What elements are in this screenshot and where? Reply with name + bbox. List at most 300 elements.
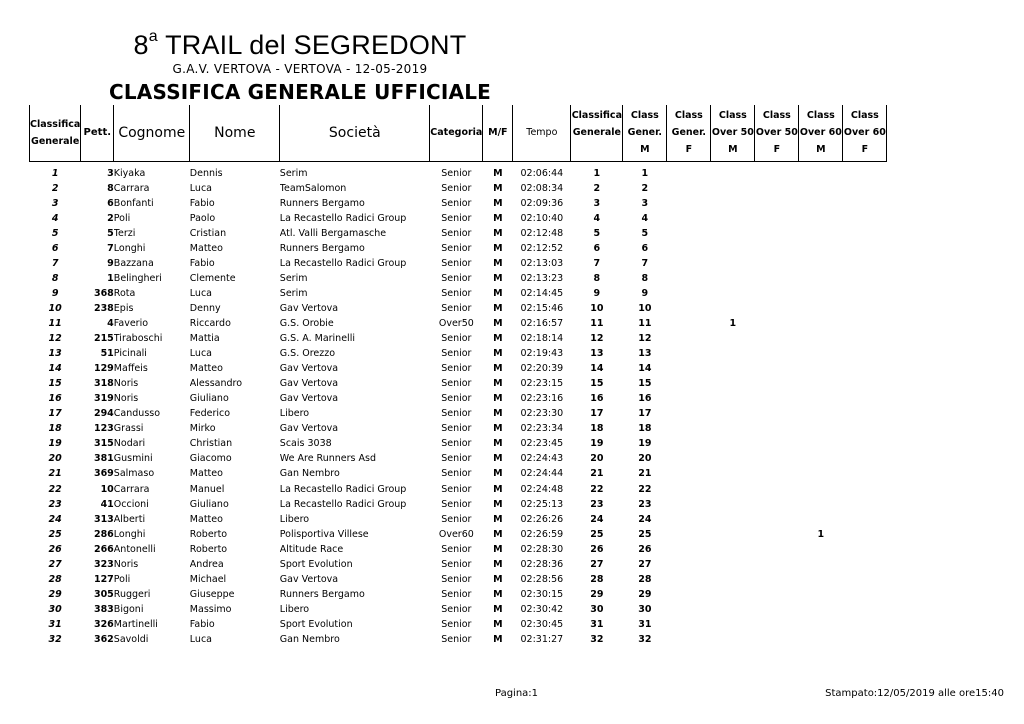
class-o50-m-cell [711, 271, 755, 286]
surname-cell: Poli [113, 212, 131, 224]
class-gen-f-cell [667, 331, 711, 346]
title-text: TRAIL del SEGREDONT [157, 30, 467, 60]
table-row [30, 542, 887, 557]
name-cell: Dennis [189, 167, 223, 179]
name-cell: Mirko [189, 423, 216, 435]
col-header-club: Società [280, 105, 430, 161]
sex-cell: M [493, 558, 503, 570]
class-gen-m-cell: 6 [641, 242, 649, 254]
surname-cell: Carrara [113, 483, 150, 495]
club-cell: Gav Vertova [279, 393, 339, 405]
class-gen-f-cell [667, 497, 711, 512]
class-gen-m-cell: 5 [641, 227, 649, 239]
class-o50-f-cell [755, 527, 799, 542]
table-row [30, 181, 887, 196]
bib-cell: 323 [93, 558, 114, 570]
category-cell: Senior [441, 272, 472, 284]
bib-cell: 381 [93, 453, 114, 465]
category-cell: Senior [441, 287, 472, 299]
table-row [30, 301, 887, 316]
class-o50-f-cell [755, 256, 799, 271]
table-row [30, 512, 887, 527]
class-o50-f-cell [755, 376, 799, 391]
class-o50-f-cell [755, 542, 799, 557]
sex-cell: M [493, 603, 503, 615]
class-o50-f-cell [755, 497, 799, 512]
col-header-time: Tempo [513, 105, 571, 161]
surname-cell: Poli [113, 573, 131, 585]
name-cell: Luca [189, 182, 212, 194]
surname-cell: Faverio [113, 317, 149, 329]
class-o50-m-cell [711, 241, 755, 256]
document-heading: CLASSIFICA GENERALE UFFICIALE [108, 80, 491, 104]
name-cell: Alessandro [189, 378, 243, 390]
class-o60-f-cell [843, 226, 887, 241]
class-gen-m-cell: 3 [641, 197, 649, 209]
bib-cell: 41 [100, 498, 114, 510]
time-cell: 02:19:43 [520, 348, 564, 360]
category-cell: Over50 [438, 317, 474, 329]
bib-cell: 5 [107, 227, 114, 239]
table-row [30, 557, 887, 572]
class-gen-m-cell: 23 [638, 498, 652, 510]
table-row [30, 632, 887, 647]
class-gen-m-cell: 9 [641, 287, 649, 299]
class-gen-m-cell: 22 [638, 483, 652, 495]
category-cell: Over60 [438, 528, 474, 540]
class-o50-f-cell [755, 286, 799, 301]
name-cell: Fabio [189, 618, 215, 630]
class-o50-m-cell [711, 256, 755, 271]
bib-cell: 326 [93, 618, 114, 630]
time-cell: 02:30:15 [520, 588, 564, 600]
class-gen-m-cell: 21 [638, 468, 652, 480]
time-cell: 02:30:42 [520, 603, 564, 615]
club-cell: Runners Bergamo [279, 242, 365, 254]
sex-cell: M [493, 483, 503, 495]
class-gen-m-cell: 31 [638, 618, 652, 630]
position-cell: 25 [48, 528, 62, 540]
position-cell: 18 [48, 423, 62, 435]
class-o60-f-cell [843, 527, 887, 542]
time-cell: 02:30:45 [520, 618, 564, 630]
surname-cell: Nodari [113, 438, 146, 450]
name-cell: Paolo [189, 212, 216, 224]
general-rank-cell: 12 [590, 333, 604, 345]
col-header-sex: M/F [483, 105, 513, 161]
general-rank-cell: 9 [593, 287, 601, 299]
class-o60-f-cell [843, 301, 887, 316]
class-o60-m-cell [799, 557, 843, 572]
class-gen-m-cell: 12 [638, 333, 652, 345]
club-cell: We Are Runners Asd [279, 453, 376, 465]
position-cell: 28 [48, 573, 62, 585]
name-cell: Manuel [189, 483, 225, 495]
time-cell: 02:14:45 [520, 287, 564, 299]
bib-cell: 313 [93, 513, 114, 525]
position-cell: 27 [48, 558, 62, 570]
class-o50-m-cell [711, 226, 755, 241]
class-gen-f-cell [667, 211, 711, 226]
name-cell: Giacomo [189, 453, 232, 465]
class-o50-f-cell [755, 406, 799, 421]
club-cell: Gav Vertova [279, 378, 339, 390]
club-cell: G.S. A. Marinelli [279, 333, 355, 345]
general-rank-cell: 22 [590, 483, 604, 495]
sex-cell: M [493, 333, 503, 345]
sex-cell: M [493, 588, 503, 600]
class-gen-f-cell [667, 406, 711, 421]
sex-cell: M [493, 618, 503, 630]
surname-cell: Noris [113, 558, 139, 570]
bib-cell: 383 [93, 603, 114, 615]
class-o50-m-cell [711, 466, 755, 481]
col-header-class-o60-m [799, 105, 843, 161]
class-o60-m-cell [799, 391, 843, 406]
table-row [30, 527, 887, 542]
bib-cell: 51 [100, 348, 114, 360]
class-o60-m-cell [799, 256, 843, 271]
col-header-line: Gener. [627, 127, 663, 139]
category-cell: Senior [441, 618, 472, 630]
position-cell: 3 [51, 197, 59, 209]
col-header-class-gen-f [667, 105, 711, 161]
class-o60-f-cell [843, 331, 887, 346]
name-cell: Riccardo [189, 317, 231, 329]
name-cell: Denny [189, 302, 221, 314]
class-o50-m-cell [711, 602, 755, 617]
time-cell: 02:13:03 [520, 257, 564, 269]
class-o60-m-cell [799, 451, 843, 466]
class-o50-f-cell [755, 421, 799, 436]
club-cell: Libero [279, 603, 310, 615]
general-rank-cell: 2 [593, 182, 601, 194]
position-cell: 10 [48, 302, 62, 314]
time-cell: 02:08:34 [520, 182, 564, 194]
position-cell: 29 [48, 588, 62, 600]
general-rank-cell: 26 [590, 543, 604, 555]
sex-cell: M [493, 513, 503, 525]
bib-cell: 127 [93, 573, 114, 585]
surname-cell: Bazzana [113, 257, 154, 269]
bib-cell: 123 [93, 423, 114, 435]
position-cell: 32 [48, 633, 62, 645]
bib-cell: 315 [93, 438, 114, 450]
surname-cell: Candusso [113, 408, 161, 420]
class-o60-f-cell [843, 286, 887, 301]
class-o50-m-cell [711, 376, 755, 391]
class-gen-f-cell [667, 572, 711, 587]
category-cell: Senior [441, 423, 472, 435]
table-row [30, 316, 887, 331]
sex-cell: M [493, 227, 503, 239]
class-o60-f-cell [843, 572, 887, 587]
surname-cell: Carrara [113, 182, 150, 194]
time-cell: 02:12:52 [520, 242, 564, 254]
surname-cell: Longhi [113, 242, 146, 254]
table-row [30, 211, 887, 226]
club-cell: Runners Bergamo [279, 588, 365, 600]
position-cell: 31 [48, 618, 62, 630]
class-o60-f-cell [843, 391, 887, 406]
general-rank-cell: 21 [590, 468, 604, 480]
col-header-line: M [728, 144, 738, 156]
club-cell: TeamSalomon [279, 182, 347, 194]
bib-cell: 7 [107, 242, 114, 254]
time-cell: 02:06:44 [520, 167, 564, 179]
class-gen-f-cell [667, 527, 711, 542]
class-o60-f-cell [843, 271, 887, 286]
club-cell: Libero [279, 513, 310, 525]
table-row [30, 602, 887, 617]
class-o50-f-cell [755, 181, 799, 196]
club-cell: G.S. Orobie [279, 317, 334, 329]
col-header-position [30, 105, 81, 161]
category-cell: Senior [441, 603, 472, 615]
category-cell: Senior [441, 378, 472, 390]
class-gen-m-cell: 10 [638, 302, 652, 314]
class-gen-m-cell: 1 [641, 167, 649, 179]
class-o50-f-cell [755, 346, 799, 361]
club-cell: La Recastello Radici Group [279, 483, 407, 495]
class-gen-f-cell [667, 421, 711, 436]
table-row [30, 376, 887, 391]
category-cell: Senior [441, 633, 472, 645]
sex-cell: M [493, 302, 503, 314]
class-o60-f-cell [843, 241, 887, 256]
class-o60-f-cell [843, 421, 887, 436]
bib-cell: 294 [93, 408, 114, 420]
class-gen-m-cell: 29 [638, 588, 652, 600]
class-o50-m-cell [711, 196, 755, 211]
sex-cell: M [493, 272, 503, 284]
time-cell: 02:26:26 [520, 513, 564, 525]
position-cell: 15 [48, 378, 62, 390]
class-o50-f-cell [755, 466, 799, 481]
bib-cell: 215 [93, 333, 114, 345]
bib-cell: 369 [93, 468, 114, 480]
surname-cell: Maffeis [113, 363, 148, 375]
club-cell: Gav Vertova [279, 363, 339, 375]
table-row [30, 436, 887, 451]
category-cell: Senior [441, 167, 472, 179]
table-row [30, 346, 887, 361]
class-gen-f-cell [667, 181, 711, 196]
general-rank-cell: 25 [590, 528, 604, 540]
document-title [0, 28, 600, 61]
col-header-line: Over 50 [711, 127, 754, 139]
class-gen-m-cell: 4 [641, 212, 649, 224]
class-o60-f-cell [843, 481, 887, 496]
class-gen-f-cell [667, 361, 711, 376]
class-o60-m-cell [799, 602, 843, 617]
class-o50-f-cell [755, 226, 799, 241]
col-header-line: Class [630, 110, 659, 122]
position-cell: 2 [51, 182, 59, 194]
sex-cell: M [493, 438, 503, 450]
class-gen-f-cell [667, 196, 711, 211]
class-o60-m-cell [799, 617, 843, 632]
category-cell: Senior [441, 393, 472, 405]
name-cell: Matteo [189, 363, 223, 375]
bib-cell: 6 [107, 197, 114, 209]
category-cell: Senior [441, 498, 472, 510]
class-gen-f-cell [667, 301, 711, 316]
general-rank-cell: 23 [590, 498, 604, 510]
name-cell: Roberto [189, 543, 228, 555]
col-header-line: Gener. [671, 127, 707, 139]
class-gen-f-cell [667, 617, 711, 632]
class-gen-f-cell [667, 226, 711, 241]
class-o50-f-cell [755, 391, 799, 406]
sex-cell: M [493, 408, 503, 420]
general-rank-cell: 18 [590, 423, 604, 435]
club-cell: Serim [279, 272, 308, 284]
club-cell: Polisportiva Villese [279, 528, 369, 540]
sex-cell: M [493, 468, 503, 480]
class-gen-m-cell: 13 [638, 348, 652, 360]
name-cell: Luca [189, 633, 212, 645]
time-cell: 02:28:36 [520, 558, 564, 570]
class-o50-m-cell: 1 [729, 317, 737, 329]
col-header-category: Categoria [430, 105, 483, 161]
class-gen-f-cell [667, 286, 711, 301]
position-cell: 16 [48, 393, 62, 405]
col-header-line [571, 141, 622, 158]
general-rank-cell: 3 [593, 197, 601, 209]
class-o60-m-cell [799, 512, 843, 527]
col-header-line: Class [850, 110, 879, 122]
class-o60-m-cell [799, 226, 843, 241]
col-header-bib: Pett. [81, 105, 114, 161]
class-gen-m-cell: 11 [638, 317, 652, 329]
class-o60-m-cell [799, 286, 843, 301]
sex-cell: M [493, 423, 503, 435]
class-o50-m-cell [711, 527, 755, 542]
col-header-surname: Cognome [114, 105, 190, 161]
class-o60-f-cell [843, 451, 887, 466]
club-cell: Scais 3038 [279, 438, 332, 450]
class-gen-f-cell [667, 512, 711, 527]
class-gen-f-cell [667, 481, 711, 496]
class-gen-m-cell: 2 [641, 182, 649, 194]
name-cell: Matteo [189, 468, 223, 480]
general-rank-cell: 8 [593, 272, 601, 284]
club-cell: Libero [279, 408, 310, 420]
col-header-line: Generale [31, 135, 80, 147]
header-row [30, 105, 887, 161]
club-cell: La Recastello Radici Group [279, 498, 407, 510]
category-cell: Senior [441, 197, 472, 209]
table-row [30, 286, 887, 301]
class-o60-f-cell [843, 436, 887, 451]
time-cell: 02:28:56 [520, 573, 564, 585]
class-o60-m-cell [799, 497, 843, 512]
class-o60-m-cell [799, 181, 843, 196]
table-row [30, 466, 887, 481]
time-cell: 02:24:44 [520, 468, 564, 480]
class-o50-f-cell [755, 161, 799, 181]
class-o50-m-cell [711, 211, 755, 226]
col-header-line: F [773, 144, 781, 156]
class-o50-f-cell [755, 211, 799, 226]
name-cell: Fabio [189, 257, 215, 269]
position-cell: 14 [48, 363, 62, 375]
name-cell: Christian [189, 438, 233, 450]
page-number: Pagina:1 [495, 688, 539, 699]
surname-cell: Longhi [113, 528, 146, 540]
position-cell: 9 [51, 287, 59, 299]
general-rank-cell: 16 [590, 393, 604, 405]
class-o60-m-cell [799, 406, 843, 421]
col-header-name: Nome [190, 105, 280, 161]
class-o60-m-cell [799, 421, 843, 436]
time-cell: 02:10:40 [520, 212, 564, 224]
table-row [30, 256, 887, 271]
general-rank-cell: 6 [593, 242, 601, 254]
category-cell: Senior [441, 242, 472, 254]
club-cell: Gav Vertova [279, 573, 339, 585]
class-o50-m-cell [711, 286, 755, 301]
surname-cell: Terzi [113, 227, 136, 239]
sex-cell: M [493, 348, 503, 360]
class-o50-f-cell [755, 557, 799, 572]
class-o50-f-cell [755, 602, 799, 617]
class-o50-m-cell [711, 512, 755, 527]
class-gen-f-cell [667, 271, 711, 286]
bib-cell: 10 [100, 483, 114, 495]
class-gen-f-cell [667, 602, 711, 617]
col-header-line: Classifica [30, 118, 81, 130]
class-gen-f-cell [667, 436, 711, 451]
title-superscript: a [148, 28, 158, 45]
class-gen-m-cell: 16 [638, 393, 652, 405]
name-cell: Luca [189, 348, 212, 360]
sex-cell: M [493, 393, 503, 405]
sex-cell: M [493, 242, 503, 254]
name-cell: Michael [189, 573, 227, 585]
sex-cell: M [493, 378, 503, 390]
col-header-class-o50-m [711, 105, 755, 161]
class-gen-f-cell [667, 587, 711, 602]
class-o50-m-cell [711, 436, 755, 451]
class-o50-m-cell [711, 301, 755, 316]
surname-cell: Grassi [113, 423, 144, 435]
class-o60-f-cell [843, 406, 887, 421]
class-o60-f-cell [843, 602, 887, 617]
class-gen-f-cell [667, 376, 711, 391]
club-cell: Atl. Valli Bergamasche [279, 227, 387, 239]
time-cell: 02:23:16 [520, 393, 564, 405]
general-rank-cell: 7 [593, 257, 601, 269]
table-row [30, 331, 887, 346]
category-cell: Senior [441, 573, 472, 585]
position-cell: 12 [48, 333, 62, 345]
class-o60-m-cell [799, 196, 843, 211]
class-o60-f-cell [843, 466, 887, 481]
name-cell: Matteo [189, 242, 223, 254]
class-o50-f-cell [755, 241, 799, 256]
table-row [30, 241, 887, 256]
print-timestamp: Stampato:12/05/2019 alle ore15:40 [825, 688, 1004, 699]
club-cell: Sport Evolution [279, 618, 353, 630]
position-cell: 17 [48, 408, 62, 420]
category-cell: Senior [441, 438, 472, 450]
class-o50-f-cell [755, 587, 799, 602]
general-rank-cell: 29 [590, 588, 604, 600]
surname-cell: Salmaso [113, 468, 155, 480]
name-cell: Giuliano [189, 498, 229, 510]
